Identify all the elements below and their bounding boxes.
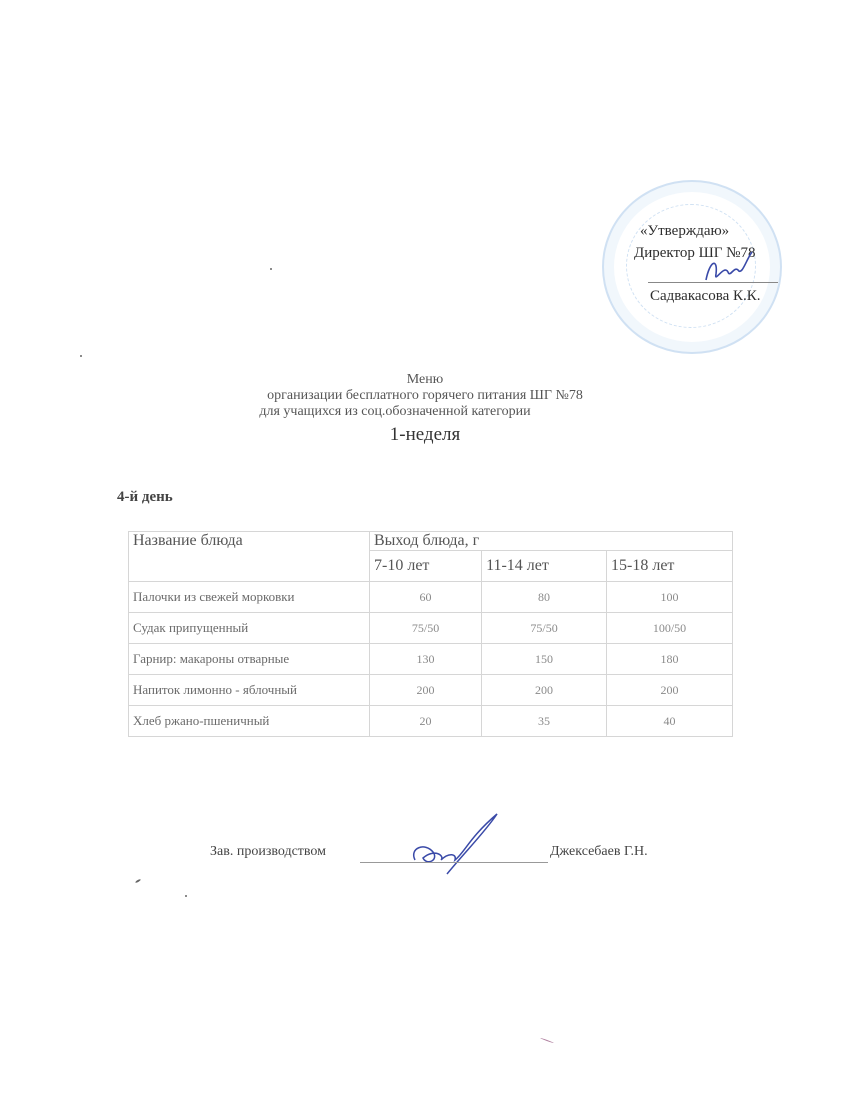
production-manager-name: Джексебаев Г.Н. [550,844,648,859]
yield-15-18: 100 [607,582,733,613]
scan-speck [135,879,141,884]
dish-name: Палочки из свежей морковки [129,582,370,613]
yield-15-18: 200 [607,675,733,706]
scan-speck [540,1038,553,1044]
yield-11-14: 200 [482,675,607,706]
header-age-11-14: 11-14 лет [482,551,607,582]
scan-speck [185,895,187,897]
yield-11-14: 75/50 [482,613,607,644]
footer-signature-block [210,840,710,880]
menu-table [128,531,733,737]
title-category: для учащихся из соц.обозначенной категории [259,404,531,419]
yield-11-14: 150 [482,644,607,675]
director-signature-line [648,282,778,283]
dish-name: Напиток лимонно - яблочный [129,675,370,706]
yield-11-14: 80 [482,582,607,613]
yield-7-10: 75/50 [370,613,482,644]
scan-speck [270,268,272,270]
approval-heading: «Утверждаю» [640,223,730,239]
yield-15-18: 180 [607,644,733,675]
table-row [129,644,733,675]
manager-signature-icon [405,808,505,878]
title-week: 1-неделя [389,424,461,445]
document-title [0,372,850,448]
table-row [129,613,733,644]
yield-7-10: 20 [370,706,482,737]
yield-7-10: 200 [370,675,482,706]
yield-7-10: 60 [370,582,482,613]
dish-name: Гарнир: макароны отварные [129,644,370,675]
scan-speck [80,355,82,357]
header-age-15-18: 15-18 лет [607,551,733,582]
yield-7-10: 130 [370,644,482,675]
title-menu: Меню [406,372,444,387]
production-manager-label: Зав. производством [210,844,327,859]
day-label: 4-й день [117,489,173,505]
yield-15-18: 100/50 [607,613,733,644]
yield-11-14: 35 [482,706,607,737]
director-name: Садвакасова К.К. [650,288,761,304]
table-row [129,582,733,613]
director-title: Директор ШГ №78 [634,245,756,261]
dish-name: Судак припущенный [129,613,370,644]
manager-signature-line [360,862,548,863]
table-row [129,706,733,737]
header-age-7-10: 7-10 лет [370,551,482,582]
approval-block [600,178,800,358]
table-header-row [129,532,733,551]
table-row [129,675,733,706]
dish-name: Хлеб ржано-пшеничный [129,706,370,737]
title-organization: организации бесплатного горячего питания ШГ №78 [267,388,583,403]
header-yield: Выход блюда, г [370,532,733,551]
header-dish-name: Название блюда [129,532,370,582]
yield-15-18: 40 [607,706,733,737]
director-signature-icon [700,250,760,290]
